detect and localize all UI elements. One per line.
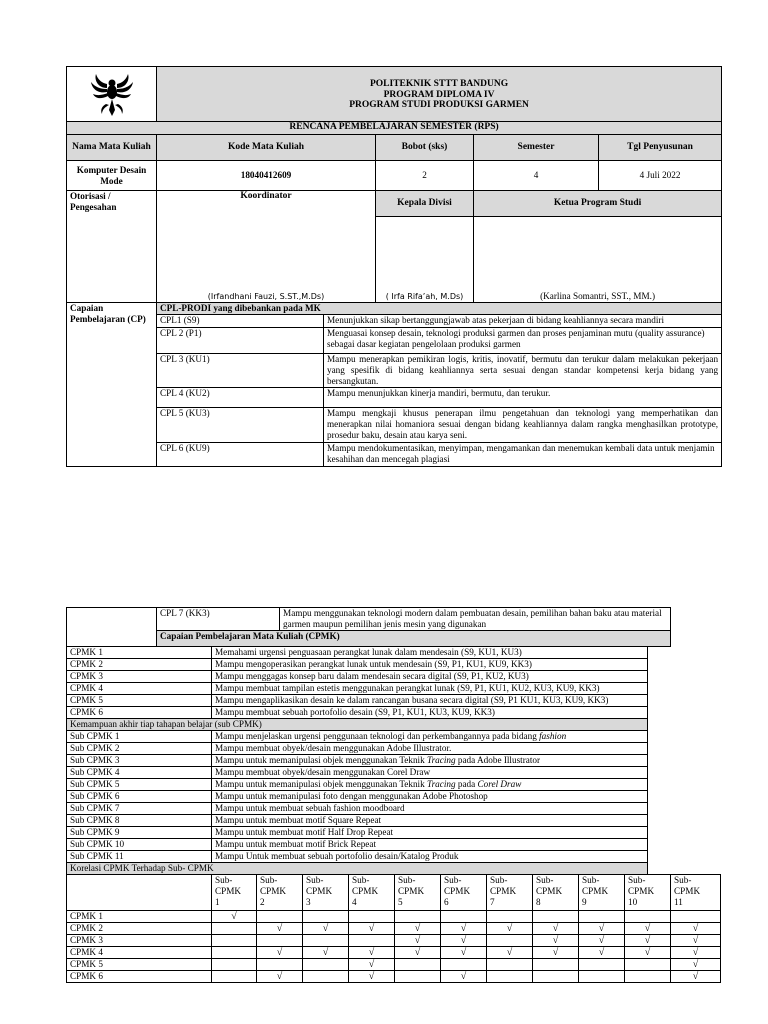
empty-cell — [349, 911, 395, 923]
korelasi-col-number: 6 — [444, 897, 449, 907]
korelasi-col-prefix: Sub- — [490, 875, 508, 885]
korelasi-col-number: 2 — [260, 897, 265, 907]
korelasi-col-header — [303, 875, 349, 911]
empty-cell — [579, 959, 625, 971]
cpl-text: Mampu menggunakan teknologi modern dalam pembuatan desain, pemilihan bahan baku atau material garmen maupun pemilihan jenis mesin yang digunakan — [280, 608, 671, 631]
logo-cell — [67, 67, 157, 122]
subcpmk-text-main: Mampu untuk memanipulasi objek menggunakan Teknik — [215, 755, 427, 765]
check-mark: √ — [533, 935, 579, 947]
empty-cell — [625, 971, 671, 983]
subcpmk-code: Sub CPMK 7 — [67, 803, 212, 815]
korelasi-col-header — [533, 875, 579, 911]
subcpmk-code: Sub CPMK 5 — [67, 779, 212, 791]
empty-cell — [625, 911, 671, 923]
col-nama-mk: Nama Mata Kuliah — [67, 135, 157, 161]
subcpmk-text — [212, 815, 648, 827]
check-mark: √ — [303, 923, 349, 935]
empty-cell — [349, 935, 395, 947]
korelasi-row-label: CPMK 6 — [67, 971, 212, 983]
cpmk-text: Mampu mengaplikasikan desain ke dalam rancangan busana secara digital (S9, P1 KU1, KU3, KU9, KK3) — [212, 695, 648, 707]
study-program: PROGRAM STUDI PRODUKSI GARMEN — [349, 100, 529, 111]
korelasi-col-prefix: Sub- — [628, 875, 646, 885]
ketua-prodi-label: Ketua Program Studi — [474, 191, 722, 217]
korelasi-header: Korelasi CPMK Terhadap Sub- CPMK — [67, 863, 648, 875]
check-mark: √ — [441, 923, 487, 935]
left-blank-column — [67, 608, 157, 647]
cpmk-text: Memahami urgensi penguasaan perangkat lunak dalam mendesain (S9, KU1, KU3) — [212, 647, 648, 659]
subcpmk-code: Sub CPMK 6 — [67, 791, 212, 803]
check-mark: √ — [487, 923, 533, 935]
rps-page-2 — [66, 607, 722, 983]
subcpmk-text — [212, 779, 648, 791]
korelasi-col-number: 5 — [398, 897, 403, 907]
col-kode-mk: Kode Mata Kuliah — [157, 135, 376, 161]
subcpmk-text — [212, 803, 648, 815]
korelasi-row-label: CPMK 1 — [67, 911, 212, 923]
korelasi-col-number: 10 — [628, 897, 638, 907]
rps-header-table — [66, 66, 722, 467]
empty-cell — [441, 911, 487, 923]
korelasi-col-mid: CPMK — [215, 886, 242, 896]
subcpmk-text-main: Mampu untuk membuat motif Brick Repeat — [215, 839, 377, 849]
korelasi-col-header — [671, 875, 721, 911]
koordinator-signature — [157, 217, 376, 303]
otorisasi-label: Otorisasi / Pengesahan — [67, 191, 157, 303]
subcpmk-text-italic: fashion — [539, 731, 567, 741]
check-mark: √ — [671, 935, 721, 947]
subcpmk-text-main: Mampu untuk memanipulasi objek menggunakan Teknik — [215, 779, 427, 789]
korelasi-col-prefix: Sub- — [536, 875, 554, 885]
course-code: 18040412609 — [157, 161, 376, 191]
empty-cell — [579, 971, 625, 983]
subcpmk-text — [212, 851, 648, 863]
subcpmk-text-main: Mampu untuk memanipulasi foto dengan menggunakan Adobe Photoshop — [215, 791, 488, 801]
subcpmk-text — [212, 731, 648, 743]
check-mark: √ — [257, 947, 303, 959]
check-mark: √ — [395, 935, 441, 947]
empty-cell — [257, 959, 303, 971]
subcpmk-text — [212, 839, 648, 851]
cpl-text: Mampu menunjukkan kinerja mandiri, bermutu, dan terukur. — [324, 388, 722, 408]
koordinator-label: Koordinator — [157, 191, 376, 217]
subcpmk-header: Kemampuan akhir tiap tahapan belajar (sub CPMK) — [67, 719, 648, 731]
empty-cell — [625, 959, 671, 971]
subcpmk-text-main: Mampu untuk membuat motif Square Repeat — [215, 815, 382, 825]
empty-cell — [441, 959, 487, 971]
korelasi-col-mid: CPMK — [582, 886, 609, 896]
subcpmk-text — [212, 767, 648, 779]
cpl-text: Mampu mendokumentasikan, menyimpan, mengamankan dan menemukan kembali data untuk menjamin kesahihan dan mencegah plagiasi — [324, 443, 722, 467]
korelasi-col-prefix: Sub- — [444, 875, 462, 885]
subcpmk-text-italic: Tracing — [427, 779, 456, 789]
korelasi-col-number: 3 — [306, 897, 311, 907]
check-mark: √ — [349, 959, 395, 971]
check-mark: √ — [349, 923, 395, 935]
check-mark: √ — [257, 923, 303, 935]
col-semester: Semester — [474, 135, 599, 161]
cpmk-code: CPMK 2 — [67, 659, 212, 671]
check-mark: √ — [257, 971, 303, 983]
korelasi-col-mid: CPMK — [490, 886, 517, 896]
check-mark: √ — [395, 923, 441, 935]
korelasi-col-header — [487, 875, 533, 911]
subcpmk-text-main: Mampu membuat obyek/desain menggunakan Corel Draw — [215, 767, 431, 777]
korelasi-col-header — [212, 875, 257, 911]
kepala-name: ( Irfa Rifa’ah, M.Ds) — [385, 292, 464, 301]
empty-cell — [212, 959, 257, 971]
korelasi-col-number: 1 — [215, 897, 220, 907]
empty-cell — [395, 911, 441, 923]
koordinator-name: (Irfandhani Fauzi, S.ST.,M.Ds) — [207, 292, 325, 301]
check-mark: √ — [533, 947, 579, 959]
korelasi-col-mid: CPMK — [628, 886, 655, 896]
cpmk-table — [66, 607, 721, 983]
korelasi-col-mid: CPMK — [260, 886, 287, 896]
empty-cell — [257, 935, 303, 947]
empty-cell — [533, 971, 579, 983]
subcpmk-text-main: Mampu menjelaskan urgensi penggunaan teknologi dan perkembangannya pada bidang — [215, 731, 540, 741]
check-mark: √ — [441, 971, 487, 983]
korelasi-col-prefix: Sub- — [352, 875, 370, 885]
korelasi-row-label: CPMK 3 — [67, 935, 212, 947]
subcpmk-text-tail: pada Adobe Illustrator — [455, 755, 541, 765]
korelasi-col-mid: CPMK — [306, 886, 333, 896]
course-semester: 4 — [474, 161, 599, 191]
empty-cell — [395, 971, 441, 983]
course-date: 4 Juli 2022 — [599, 161, 722, 191]
empty-cell — [303, 959, 349, 971]
korelasi-col-mid: CPMK — [398, 886, 425, 896]
cpl-header: CPL-PRODI yang dibebankan pada MK — [157, 303, 722, 315]
subcpmk-text-main: Mampu untuk membuat motif Half Drop Repeat — [215, 827, 394, 837]
ketua-name: (Karlina Somantri, SST., MM.) — [540, 291, 655, 301]
subcpmk-text-main: Mampu membuat obyek/desain menggunakan Adobe Illustrator. — [215, 743, 452, 753]
subcpmk-code: Sub CPMK 10 — [67, 839, 212, 851]
empty-cell — [487, 971, 533, 983]
korelasi-col-header — [349, 875, 395, 911]
cpmk-text: Mampu menggagas konsep baru dalam mendesain secara digital (S9, P1, KU2, KU3) — [212, 671, 648, 683]
korelasi-col-prefix: Sub- — [306, 875, 324, 885]
program-level: PROGRAM DIPLOMA IV — [383, 89, 495, 100]
subcpmk-code: Sub CPMK 1 — [67, 731, 212, 743]
korelasi-col-number: 7 — [490, 897, 495, 907]
korelasi-col-header — [441, 875, 487, 911]
subcpmk-code: Sub CPMK 9 — [67, 827, 212, 839]
kepala-divisi-label: Kepala Divisi — [376, 191, 474, 217]
empty-cell — [212, 971, 257, 983]
cpmk-text: Mampu mengoperasikan perangkat lunak untuk mendesain (S9, P1, KU1, KU9, KK3) — [212, 659, 648, 671]
cpl-code: CPL1 (S9) — [157, 315, 324, 328]
col-bobot: Bobot (sks) — [376, 135, 474, 161]
cpmk-code: CPMK 4 — [67, 683, 212, 695]
cpmk-text: Mampu membuat tampilan estetis menggunakan perangkat lunak (S9, P1, KU1, KU2, KU3, KU9, KK3) — [212, 683, 648, 695]
subcpmk-text-tail: pada — [455, 779, 478, 789]
korelasi-col-header — [257, 875, 303, 911]
check-mark: √ — [625, 923, 671, 935]
col-tgl-penyusunan: Tgl Penyusunan — [599, 135, 722, 161]
subcpmk-code: Sub CPMK 2 — [67, 743, 212, 755]
check-mark: √ — [671, 959, 721, 971]
check-mark: √ — [487, 947, 533, 959]
korelasi-col-prefix: Sub- — [674, 875, 692, 885]
course-name: Komputer Desain Mode — [67, 161, 157, 191]
check-mark: √ — [441, 935, 487, 947]
ketua-signature — [474, 217, 722, 303]
empty-cell — [303, 935, 349, 947]
cpl-code: CPL 4 (KU2) — [157, 388, 324, 408]
empty-cell — [533, 911, 579, 923]
subcpmk-code: Sub CPMK 11 — [67, 851, 212, 863]
check-mark: √ — [395, 947, 441, 959]
subcpmk-text-italic: Corel Draw — [477, 779, 522, 789]
kepala-signature — [376, 217, 474, 303]
korelasi-col-mid: CPMK — [444, 886, 471, 896]
empty-cell — [212, 935, 257, 947]
empty-cell — [579, 911, 625, 923]
check-mark: √ — [625, 947, 671, 959]
check-mark: √ — [579, 935, 625, 947]
cpl-text: Menguasai konsep desain, teknologi produksi garmen dan proses penjaminan mutu (quality assurance) sebagai dasar kegiatan pengelolaan produksi garmen — [324, 328, 722, 354]
cpl-text: Menunjukkan sikap bertanggungjawab atas pekerjaan di bidang keahliannya secara mandiri — [324, 315, 722, 328]
empty-cell — [303, 971, 349, 983]
korelasi-col-prefix: Sub- — [260, 875, 278, 885]
institution-logo — [88, 70, 136, 118]
cpl-text: Mampu mengkaji khusus penerapan ilmu pengetahuan dan teknologi yang memperhatikan dan menerapkan nilai homaniora sesuai dengan bidang keahliannya dalam rangka menghasilkan prototype, prosedur baku, desain atau karya seni. — [324, 408, 722, 443]
korelasi-row-label: CPMK 2 — [67, 923, 212, 935]
subcpmk-text — [212, 755, 648, 767]
subcpmk-text — [212, 791, 648, 803]
check-mark: √ — [533, 923, 579, 935]
cpl-code: CPL 5 (KU3) — [157, 408, 324, 443]
cpl-code: CPL 6 (KU9) — [157, 443, 324, 467]
korelasi-col-number: 9 — [582, 897, 587, 907]
korelasi-col-prefix: Sub- — [215, 875, 233, 885]
korelasi-col-number: 11 — [674, 897, 683, 907]
korelasi-col-prefix: Sub- — [398, 875, 416, 885]
korelasi-col-number: 4 — [352, 897, 357, 907]
check-mark: √ — [212, 911, 257, 923]
cpmk-code: CPMK 6 — [67, 707, 212, 719]
empty-cell — [671, 911, 721, 923]
rps-page-1 — [66, 66, 722, 467]
check-mark: √ — [579, 923, 625, 935]
subcpmk-text — [212, 743, 648, 755]
empty-cell — [533, 959, 579, 971]
cpl-code: CPL 2 (P1) — [157, 328, 324, 354]
subcpmk-text — [212, 827, 648, 839]
korelasi-col-mid: CPMK — [352, 886, 379, 896]
cpl-text: Mampu menerapkan pemikiran logis, kritis, inovatif, bermutu dan terukur dalam melakukan pekerjaan yang spesifik di bidang keahliannya serta sesuai dengan standar kompetensi kerja bidang yang bersangkutan. — [324, 354, 722, 388]
subcpmk-code: Sub CPMK 3 — [67, 755, 212, 767]
korelasi-col-header — [579, 875, 625, 911]
check-mark: √ — [441, 947, 487, 959]
check-mark: √ — [349, 971, 395, 983]
korelasi-row-label: CPMK 4 — [67, 947, 212, 959]
institution-name: POLITEKNIK STTT BANDUNG — [369, 79, 509, 90]
subcpmk-text-main: Mampu Untuk membuat sebuah portofolio desain/Katalog Produk — [215, 851, 459, 861]
korelasi-col-mid: CPMK — [674, 886, 701, 896]
korelasi-col-prefix: Sub- — [582, 875, 600, 885]
check-mark: √ — [671, 947, 721, 959]
rps-title: RENCANA PEMBELAJARAN SEMESTER (RPS) — [67, 122, 722, 135]
subcpmk-code: Sub CPMK 8 — [67, 815, 212, 827]
course-credits: 2 — [376, 161, 474, 191]
check-mark: √ — [579, 947, 625, 959]
cpl-code: CPL 3 (KU1) — [157, 354, 324, 388]
empty-cell — [257, 911, 303, 923]
check-mark: √ — [671, 971, 721, 983]
korelasi-row-label: CPMK 5 — [67, 959, 212, 971]
cpmk-code: CPMK 3 — [67, 671, 212, 683]
cpmk-code: CPMK 5 — [67, 695, 212, 707]
cpl-code: CPL 7 (KK3) — [157, 608, 280, 631]
empty-cell — [487, 935, 533, 947]
empty-cell — [303, 911, 349, 923]
cpmk-text: Mampu membuat sebuah portofolio desain (S9, P1, KU1, KU3, KU9, KK3) — [212, 707, 648, 719]
check-mark: √ — [671, 923, 721, 935]
subcpmk-code: Sub CPMK 4 — [67, 767, 212, 779]
empty-cell — [395, 959, 441, 971]
korelasi-col-number: 8 — [536, 897, 541, 907]
check-mark: √ — [625, 935, 671, 947]
korelasi-col-header — [395, 875, 441, 911]
korelasi-corner — [67, 875, 212, 911]
cpmk-code: CPMK 1 — [67, 647, 212, 659]
cpmk-header: Capaian Pembelajaran Mata Kuliah (CPMK) — [157, 631, 671, 647]
empty-cell — [212, 923, 257, 935]
empty-cell — [487, 911, 533, 923]
institution-title — [157, 67, 722, 122]
subcpmk-text-italic: Tracing — [427, 755, 456, 765]
subcpmk-text-main: Mampu untuk membuat sebuah fashion moodboard — [215, 803, 405, 813]
empty-cell — [487, 959, 533, 971]
empty-cell — [212, 947, 257, 959]
cp-label: Capaian Pembelajaran (CP) — [67, 303, 157, 467]
korelasi-col-header — [625, 875, 671, 911]
check-mark: √ — [303, 947, 349, 959]
korelasi-col-mid: CPMK — [536, 886, 563, 896]
check-mark: √ — [349, 947, 395, 959]
